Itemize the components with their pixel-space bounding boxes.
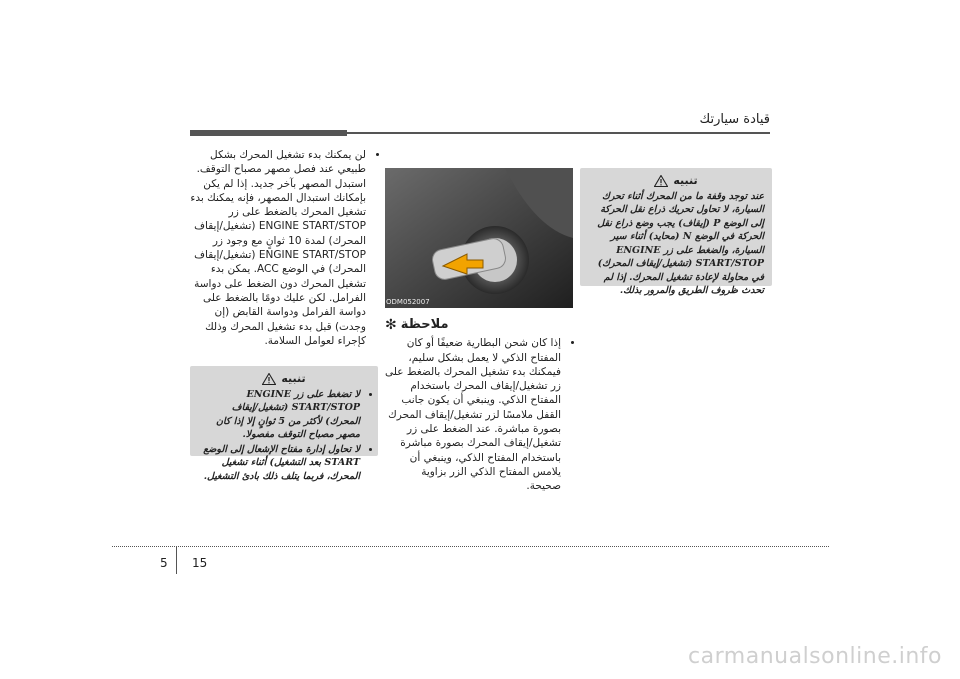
left-notice-heading-row <box>198 372 370 386</box>
footer-rule <box>112 546 829 547</box>
left-bullet-list <box>190 148 378 348</box>
list-item: • لا تضغط على زر ENGINE START/STOP (تشغيل/إيقاف المحرك) لأكثر من 5 ثوانٍ إلا إذا كان مصهر مصباح التوقف مفصولا. <box>198 388 360 442</box>
warning-triangle-icon <box>262 373 276 385</box>
page-number: 15 <box>192 556 208 570</box>
smart-key-photo-illustration <box>385 168 573 308</box>
left-notice-heading: تنبيه <box>281 372 306 385</box>
list-item: • إذا كان شحن البطارية ضعيفًا أو كان المفتاح الذكي لا يعمل بشكل سليم، فيمكنك بدء تشغيل المحرك بالضغط على زر تشغيل/إيقاف المحرك باستخدام المفتاح الذكي. وينبغي أن يكون جانب القفل ملامسًا لزر تشغيل/إيقاف المحرك بصورة مباشرة. عند الضغط على زر تشغيل/إيقاف المحرك بصورة مباشرة باستخدام المفتاح الذكي، وينبغي أن يلامس المفتاح الذكي الزر بزاوية صحيحة. <box>385 336 561 493</box>
left-notice-list <box>198 388 370 484</box>
header-rule-dark <box>190 130 347 136</box>
header-rule-light <box>347 132 770 134</box>
right-notice-heading: تنبيه <box>673 174 698 187</box>
footer-divider <box>176 546 177 574</box>
right-notice-box <box>580 168 772 296</box>
right-notice-text: عند توجد وقفة ما من المحرك أثناء تحرك السيارة، لا تحاول تحريك ذراع نقل الحركة إلى الوضع P (إيقاف) يجب وضع ذراع نقل الحركة في الوضع N (محايد) أثناء سير السيارة، والضغط على زر ENGINE START/STOP (تشغيل/إيقاف المحرك) في محاولة لإعادة تشغيل المحرك. إذا لم تحدث ظروف الطريق والمرور بذلك. <box>597 190 764 296</box>
asterisk-icon: ✻ <box>385 317 397 333</box>
right-notice-heading-row <box>588 174 764 188</box>
note-list <box>385 336 573 493</box>
watermark: carmanualsonline.info <box>688 644 942 669</box>
photo-code: ODM052007 <box>386 298 430 306</box>
start-button-photo <box>385 168 573 308</box>
note-heading-row <box>385 318 573 332</box>
left-notice-box <box>190 366 378 482</box>
page-section: 5 <box>160 556 168 570</box>
list-item: • لا تحاول إدارة مفتاح الإشعال إلى الوضع START بعد التشغيل) أثناء تشغيل المحرك، فربما يتلف ذلك بادئ التشغيل. <box>198 443 360 484</box>
left-text-section <box>190 148 378 350</box>
note-heading: ملاحظة <box>400 317 449 332</box>
running-header: قيادة سيارتك <box>699 112 770 127</box>
warning-triangle-icon <box>654 175 668 187</box>
list-item: • لن يمكنك بدء تشغيل المحرك بشكل طبيعي عند فصل مصهر مصباح التوقف. استبدل المصهر بآخر جديد. إذا لم يكن بإمكانك استبدال المصهر، فإنه يمكنك بدء تشغيل المحرك بالضغط على زر ENGINE START/STOP (تشغيل/إيقاف المحرك) لمدة 10 ثوانٍ مع وجود زر ENGINE START/STOP (تشغيل/إيقاف المحرك) في الوضع ACC. يمكن بدء تشغيل المحرك دون الضغط على دواسة الفرامل. لكن عليك دومًا بالضغط على دواسة الفرامل ودواسة القابض (إن وجدت) قبل بدء تشغيل المحرك وذلك كإجراء لعوامل السلامة. <box>190 148 366 348</box>
middle-note-section <box>385 318 573 496</box>
